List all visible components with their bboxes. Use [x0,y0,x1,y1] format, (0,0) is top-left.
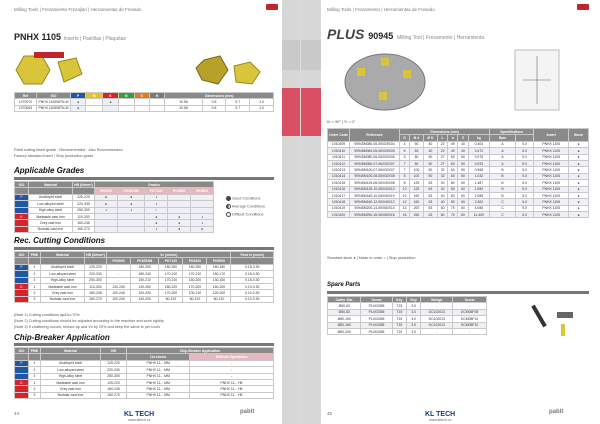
table-row: P Unalloyed steel 125-220 ● ● ◑ [15,194,214,200]
table-row: K 1 Malleable cast iron 110-330 130-240 120-260 180-220 170-200 160-200 0.10-0.30 [15,283,274,289]
note-2: (Note 2) Cutting conditions should be adjusted according to the machine and work rigidity [14,319,164,323]
screw-icon [561,324,565,336]
table-row: 3 High-alloy steel 250-300 - 150-210 170-210 150-200 130-150 0.15-0.30 [15,277,274,283]
side-tab [301,0,321,424]
table-row: 1010418 90945M160-12-06/040X12 12 160 63 40 80 60 2.362 C 5.0 PNHX 1105 ● [328,199,589,205]
grades-title: Applicable Grades [14,166,85,175]
table-row: 1010420 90945M250-16-06/060X16 16 250 63 60 75 60 11.400 C 5.0 PNHX 1105 ● [328,212,589,218]
page-number: 45 [327,411,332,416]
stock-legend: Standard stock ● | Made to order ○ | Stop production [327,256,416,260]
table-row: Grey cast iron 160-245 ● ● ◑ [15,220,214,226]
col-iso: ISO [37,93,71,99]
website: www.kltech.cz [128,418,151,422]
table-row: 2 Low-alloyed steel 220-330 - 180-240 170-210 170-210 150-170 0.15-0.30 [15,271,274,277]
breadcrumb: Milling Tools | Frezamiento | Herramientas de Fresado [327,7,435,12]
cond-good: Good Conditions [226,196,260,201]
kltech-logo: KL TECH [124,411,155,418]
insert-images [14,52,274,88]
col-s: S [134,93,149,99]
insert-photo-1 [16,56,50,84]
cutter-images [335,46,585,116]
table-row: 3 Nodular cast iron 160-270 100-240 140-200 60-210 80-210 80-210 0.10-0.30 [15,296,274,302]
product-subtitle: Milling Tool | Fresamento | Herramienta [397,35,485,41]
table-row: Ø80-160 P14X0355 T15 3.0 DC102013 DCM08F10 [328,322,487,328]
grades-table: ISO Material HB (N/mm²) Grades PK5000 PK5515M PK7120 PK8420 PK9000 P Unalloyed steel 125-220 ● ● ◑ Low-alloyed steel 220-330 ● ● ◑ High-alloy steel 250-300 ◑ ◑ ○ K Malleable cast iron 110-330 ● ● ◑ Grey cast iron 160-245 ● ● ◑ Nodular cast iron 160-270 ◑ ● ● [14,181,214,233]
wedge-icon [557,312,573,318]
col-h: H [149,93,165,99]
section-divider [14,177,274,180]
col-n: N [118,93,134,99]
table-row: High-alloy steel 250-300 ◑ ◑ ○ [15,207,214,213]
page-number: 44 [14,411,19,416]
table-row: 2 Grey cast iron 160-245 PNHX 11... MM PNHX 11... HK [15,386,274,392]
cutting-title: Rec. Cutting Conditions [14,236,106,245]
table-row: P 1 Unalloyed steel 125-220 PNHX 11... MM - [15,360,274,366]
col-m: M [86,93,103,99]
section-divider [14,343,274,346]
table-row: K 1 Malleable cast iron 125-220 PNHX 11... MM PNHX 11... HK [15,379,274,385]
table-row: Ø50-63 P14X0355 T15 3.0 - - [328,303,487,309]
product-subtitle: Inserts | Pastillas | Plaquitas [63,36,126,42]
table-row: Ø80-200 P14X0355 T15 3.0 - - [328,328,487,334]
section-divider [327,291,589,294]
table-row: 1010416 90945M125-10-06/040X10 10 125 63 40 80 60 1.652 B 5.0 PNHX 1105 ● [328,186,589,192]
table-row: 1010413 90945M100-07-06/032X07 7 100 50 32 60 50 0.968 B 5.0 PNHX 1105 ● [328,167,589,173]
table-row: 1010415 90945M125-08-06/040X08 8 125 63 40 80 60 1.487 B 5.0 PNHX 1105 ● [328,180,589,186]
table-row: 1070063 PNHX 110508TN-M ● 10.56 0.8 5.7 1.0 [15,105,274,111]
brand-mark [577,4,589,10]
insert-photo-2 [58,58,82,82]
dimensions-table: Order Code Reference Dimensions (mm) Specifications Insert Stock D Ø d Ø D L a Z kg Rpm 1010409 90945M080-05-06/025X04 4 50 40 22 49 40 0.404 A 5.0 PNHX 1105 ● 1010410 90945M063-05-06/025X05 5 63 40 22 49 40 0.472 A 5.0 PNHX 1105 ● 1010411 90945M080-06-06/032X06 6 80 50 27 60 50 0.975 A 5.0 PNHX 1105 ● 1010412 90945M080-07-06/032X07 7 80 50 27 60 50 0.933 A 5.0 PNHX 1105 ● 1010413 90945M100-07-06/032X07 7 100 50 32 60 50 0.968 B 5.0 PNHX 1105 ● 1010414 90945M100-08-06/032X08 8 100 50 32 60 50 1.032 B 5.0 PNHX 1105 ● 1010415 90945M125-08-06/040X08 8 125 63 40 80 60 1.487 B 5.0 PNHX 1105 ● 1010416 90945M125-10-06/040X10 10 125 63 40 80 60 1.652 B 5.0 PNHX 1105 ● 1010417 90945M160-10-06/040X10 10 160 63 40 80 60 2.088 B 5.0 PNHX 1105 ● 1010418 90945M160-12-06/040X12 12 160 63 40 80 60 2.362 C 5.0 PNHX 1105 ● 1010419 90945M200-14-06/060X14 14 200 63 60 75 60 4.086 C 5.0 PNHX 1105 ● 1010420 90945M250-16-06/060X16 16 250 63 60 75 60 11.400 C 5.0 PNHX 1105 ● [327,128,589,218]
col-ref: Ref [15,93,37,99]
side-tab [282,0,300,424]
pabit-logo: pabit [549,409,564,415]
table-row: 1070070 PNHX 110508TN-M ● ● 10.56 0.8 5.7 1.0 [15,99,274,105]
product-number: 90945 [368,31,394,41]
spare-title: Spare Parts [327,282,361,288]
product-name: PNHX 1105 [14,32,62,42]
kltech-logo: KL TECH [425,411,456,418]
section-divider [14,247,274,250]
chip-title: Chip-Breaker Application [14,333,110,342]
table-row: 1010412 90945M080-07-06/032X07 7 80 50 27 60 50 0.933 A 5.0 PNHX 1105 ● [328,160,589,166]
note-3: (Note 3) If chattering occurs, reduce ap and Vc by 20% and keep the same fz per tooth [14,325,160,329]
table-row: 2 Grey cast iron 160-245 100-245 100-220 170-200 100-210 120-200 0.10-0.30 [15,290,274,296]
table-row: 3 Nodular cast iron 160-270 PNHX 11... MM PNHX 11... HK [15,392,274,398]
table-row: 2 Low-alloyed steel 220-330 PNHX 11... MM - [15,367,274,373]
table-row: 1010411 90945M080-06-06/032X06 6 80 50 27 60 50 0.975 A 5.0 PNHX 1105 ● [328,154,589,160]
table-row: Low-alloyed steel 220-330 ● ● ◑ [15,201,214,207]
note-1: (Note 1) Cutting conditions ap/Dc=70% [14,313,80,317]
spare-table: Cutter Dia. Screw Key Key Wedge Screw Ø50-63 P14X0355 T15 3.0 - - Ø80-80 P14X0355 T15 3.0 DC102013 DCM06F08 Ø80-100 P14X0355 T15 3.0 DC102013 DCM08F10 Ø80-160 P14X0355 T15 3.0 DC102013 DCM08F10 Ø80-200 P14X0355 T15 3.0 - - [327,296,487,335]
legend-line-2: Factory standard insert / Stop production grade [14,154,94,158]
chip-table: ISO PMK Material HB Chip-Breaker Application 1st choice Difficult Operations P 1 Unalloyed steel 125-220 PNHX 11... MM - 2 Low-alloyed steel 220-330 PNHX 11... MM - 3 High-alloy steel 250-300 PNHX 11... MM - K 1 Malleable cast iron 125-220 PNHX 11... MM PNHX 11... HK 2 Grey cast iron 160-245 PNHX 11... MM PNHX 11... HK 3 Nodular cast iron 160-270 PNHX 11... MM PNHX 11... HK [14,347,274,399]
new-badge [34,52,64,58]
table-row: Nodular cast iron 160-270 ◑ ● ● [15,226,214,232]
legend-line-1: Pabit cutting insert grade · Recommended · Also Recommended [14,148,123,152]
side-tab-active [301,88,321,136]
right-page [300,0,600,424]
col-k: K [103,93,119,99]
table-row: P 1 Unalloyed steel 125-220 - 180-260 180-250 160-250 160-180 0.15-0.30 [15,264,274,270]
col-p: P [71,93,86,99]
website: www.kltech.cz [429,418,452,422]
breadcrumb: Milling Tools | Frezamiento Frezajlari | Herramientas de Fresado [14,7,142,12]
table-row: 1010409 90945M080-05-06/025X04 4 50 40 22 49 40 0.404 A 5.0 PNHX 1105 ● [328,141,589,147]
col-dims: Dimensions (mm) [165,93,274,99]
table-row: 1010419 90945M200-14-06/060X14 14 200 63 60 75 60 4.086 C 5.0 PNHX 1105 ● [328,205,589,211]
table-row: 1010414 90945M100-08-06/032X08 8 100 50 32 60 50 1.032 B 5.0 PNHX 1105 ● [328,173,589,179]
kappa-angle: Kr = 90° | Tr = 0° [327,120,356,124]
table-row: 3 High-alloy steel 250-300 PNHX 11... MM - [15,373,274,379]
cond-avg: Average Conditions [226,204,265,209]
table-row: 1010410 90945M063-05-06/025X05 5 63 40 22 49 40 0.472 A 5.0 PNHX 1105 ● [328,148,589,154]
cond-diff: Difficult Conditions [226,212,263,217]
table-row: Ø80-100 P14X0355 T15 3.0 DC102013 DCM08F10 [328,316,487,322]
half-dot-icon [226,204,231,209]
insert-table [14,92,274,112]
brand-mark [266,4,278,10]
pabit-logo: pabit [240,409,255,415]
insert-photo-3 [196,56,228,84]
spare-parts-images [527,296,587,340]
empty-dot-icon [226,212,231,217]
table-row: K Malleable cast iron 110-330 ● ● ◑ [15,213,214,219]
cutting-table: ISO PMK Material HB (N/mm²) Vc (m/min) Feed fz (mm/z) PK5000 PK5515M PK7120 PK8420 PK9000 P 1 Unalloyed steel 125-220 - 180-260 180-250 160-250 160-180 0.15-0.30 2 Low-alloyed steel 220-330 - 180-240 170-210 170-210 150-170 0.15-0.30 3 High-alloy steel 250-300 - 150-210 170-210 150-200 130-150 0.15-0.30 K 1 Malleable cast iron 110-330 130-240 120-260 180-220 170-200 160-200 0.10-0.30 2 Grey cast iron 160-245 100-245 100-220 170-200 100-210 120-200 0.10-0.30 3 Nodular cast iron 160-270 100-240 140-200 60-210 80-210 80-210 0.10-0.30 [14,251,274,303]
product-name: PLUS [327,26,365,42]
table-row: 1010417 90945M160-10-06/040X10 10 160 63 40 80 60 2.088 B 5.0 PNHX 1105 ● [328,192,589,198]
insert-photo-4 [234,62,260,84]
page-title [327,26,484,42]
side-tab-active [282,88,300,136]
table-row: Ø80-80 P14X0355 T15 3.0 DC102013 DCM06F08 [328,309,487,315]
page-title [14,32,126,42]
key-icon [531,305,546,328]
full-dot-icon [226,196,231,201]
